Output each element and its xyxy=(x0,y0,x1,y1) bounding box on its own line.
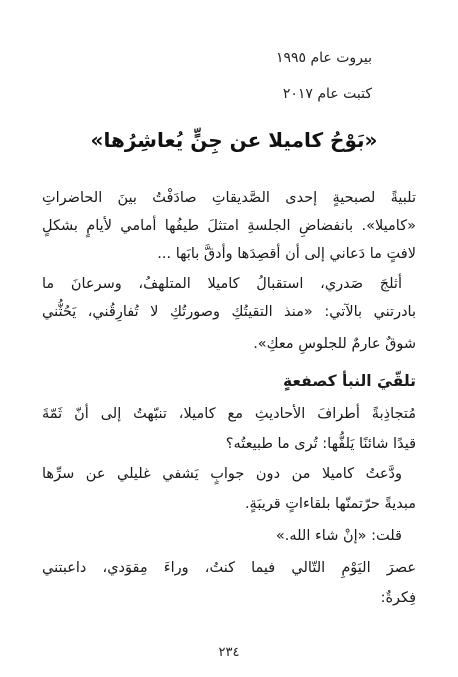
location-year: بيروت عام ١٩٩٥ xyxy=(275,50,372,66)
paragraph-line: مُتجاذِبةً أطرافَ الأحاديثِ مع كاميلا، تنبّهتُ إلى أنّ ثَمّةَ xyxy=(42,406,416,422)
writing-year: كتبت عام ٢٠١٧ xyxy=(282,86,372,102)
paragraph-line: مبديةً حرّتمنّها بلقاءاتٍ قريبَةٍ. xyxy=(244,496,416,512)
paragraph-line: قيدًا شائنًا يَلفُّها: تُرى ما طبيعتُه؟ xyxy=(225,436,416,452)
paragraph-line: عصرَ اليَوْمِ التّالي فيما كنتُ، وراءَ مِقوَدي، داعبتني xyxy=(42,560,416,576)
paragraph-line: أثلجَ صَدري، استقبالُ كاميلا المتلهفُ، وسرعانَ ما xyxy=(42,276,402,292)
paragraph-line: لافتٍ ما دَعاني إلى أن أقصِدَها وأدقَّ بابَها ... xyxy=(157,246,416,262)
paragraph-line: فِكرةٌ: xyxy=(380,590,416,606)
paragraph-line: شوقٌ عارمٌ للجلوسِ معكِ». xyxy=(253,336,416,352)
chapter-title: «بَوْحُ كاميلا عن جِنٍّ يُعاشِرُها» xyxy=(90,128,378,152)
paragraph-line: بادرتني بالآتي: «منذ التقيتُكِ وصورتُكِ لا تُفارِقُني، يَحُثُّني xyxy=(42,304,416,320)
paragraph-line: «كاميلا». بانفضاضِ الجلسةِ امتثلَ طيفُها أمامي لأيامٍ بشكلٍ xyxy=(42,218,416,234)
paragraph-line: ودَّعتُ كاميلا من دون جوابٍ يَشفي غليلي عن سرِّها xyxy=(42,466,402,482)
paragraph-line: قلت: «إنْ شاء الله.» xyxy=(275,528,402,544)
section-subheading: تلقّيَ النبأ كصفعةٍ xyxy=(283,372,416,390)
paragraph-line: تلبيةً لصبحيةٍ إحدى الصَّديقاتِ صادَفْتُ بينَ الحاضراتِ xyxy=(42,190,416,206)
page-number: ٢٣٤ xyxy=(218,645,240,660)
